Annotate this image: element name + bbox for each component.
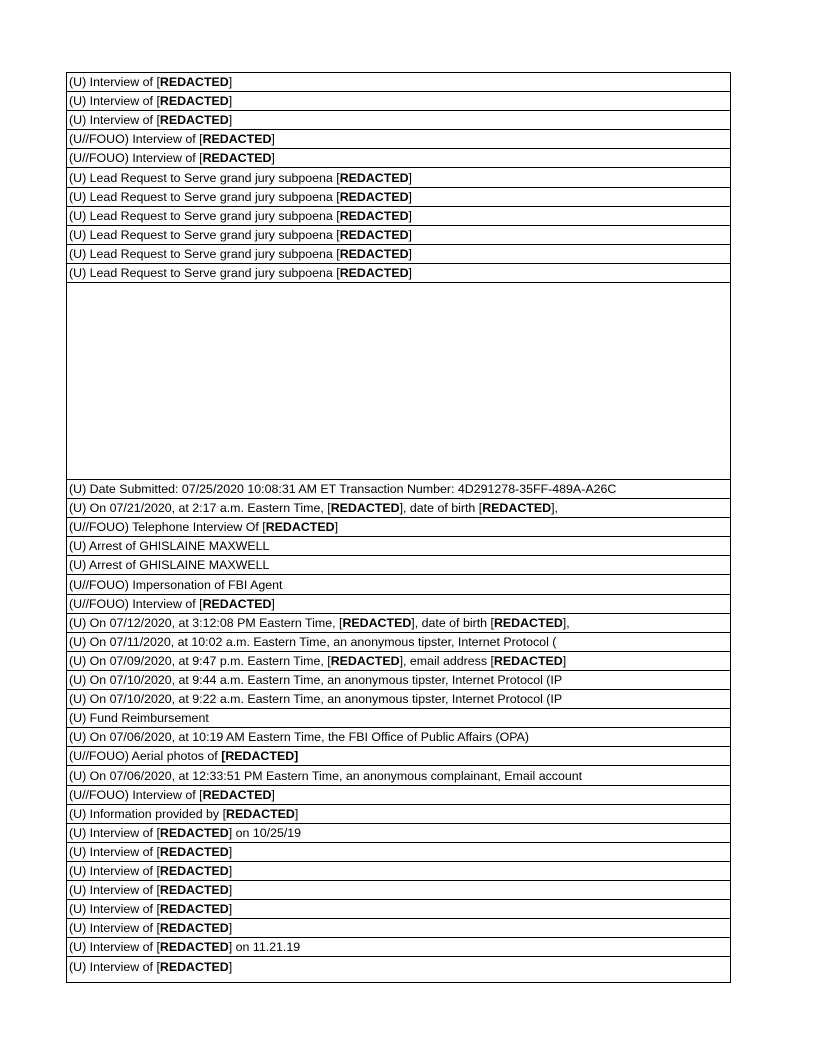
table-row [67, 149, 730, 168]
row-text: ], date of birth [ [411, 615, 494, 630]
redacted-marker: REDACTED [159, 825, 229, 840]
table-row [67, 595, 730, 614]
row-text: (U) Lead Request to Serve grand jury subpoena [ [69, 189, 340, 204]
table-row [67, 690, 730, 709]
row-text: (U) Interview of [ [69, 940, 160, 955]
row-text: ] [228, 959, 233, 974]
row-text: ] [228, 844, 233, 859]
redacted-marker: REDACTED [159, 844, 229, 859]
redacted-marker: REDACTED [493, 653, 563, 668]
redacted-marker: REDACTED [339, 189, 409, 204]
row-text: ], date of birth [ [399, 501, 483, 516]
redacted-marker: REDACTED [159, 940, 229, 955]
redacted-marker: REDACTED [339, 266, 409, 280]
document-table [66, 72, 731, 983]
row-text: ] [408, 266, 412, 280]
redacted-marker: REDACTED [339, 246, 409, 261]
row-text: ] [228, 883, 233, 898]
row-text: ] [271, 132, 275, 147]
table-row [67, 245, 730, 264]
table-row [67, 264, 730, 283]
redacted-marker: REDACTED [202, 596, 272, 611]
redacted-marker: REDACTED [159, 94, 229, 109]
row-text: (U) On 07/12/2020, at 3:12:08 PM Eastern Time, [ [69, 615, 343, 630]
row-text: (U) On 07/10/2020, at 9:44 a.m. Eastern Time, an anonymous tipster, Internet Protocol (IP [69, 673, 563, 687]
row-text: (U) On 07/10/2020, at 9:22 a.m. Eastern Time, an anonymous tipster, Internet Protocol (IP [69, 692, 563, 707]
table-row [67, 207, 730, 226]
row-text: ] [271, 787, 275, 802]
table-row [67, 747, 730, 766]
row-text: ], [551, 501, 558, 516]
table-row [67, 843, 730, 862]
table-row [67, 881, 730, 900]
row-text: ] [228, 864, 233, 878]
row-text: (U) On 07/11/2020, at 10:02 a.m. Eastern Time, an anonymous tipster, Internet Protocol ( [69, 634, 557, 649]
row-text: (U//FOUO) Aerial photos of [69, 749, 222, 764]
row-text: (U//FOUO) Interview of [ [69, 787, 203, 802]
row-text: (U) Interview of [ [69, 844, 160, 859]
row-text: (U) Lead Request to Serve grand jury subpoena [ [69, 246, 340, 261]
row-text: (U) Interview of [ [69, 921, 160, 936]
row-text: (U) On 07/06/2020, at 10:19 AM Eastern Time, the FBI Office of Public Affairs (OPA) [69, 730, 530, 745]
table-row [67, 188, 730, 207]
table-row [67, 900, 730, 919]
redacted-marker: REDACTED [202, 787, 272, 802]
table-row [67, 111, 730, 130]
redacted-marker: REDACTED [159, 864, 229, 878]
row-text: ] [408, 208, 412, 223]
table-row [67, 709, 730, 728]
row-text: ] [408, 227, 412, 242]
row-text: (U) On 07/21/2020, at 2:17 a.m. Eastern Time, [ [69, 501, 331, 516]
redacted-marker: REDACTED [159, 883, 229, 898]
row-text: ] [408, 170, 412, 185]
table-row [67, 919, 730, 938]
row-text: (U) Interview of [ [69, 75, 160, 89]
redacted-marker: REDACTED [265, 520, 335, 535]
redacted-marker: REDACTED [159, 902, 229, 917]
redacted-marker: REDACTED [339, 170, 409, 185]
redacted-marker: REDACTED [482, 501, 552, 516]
row-text: (U) Information provided by [ [69, 806, 227, 821]
table-row [67, 767, 730, 786]
row-text: (U//FOUO) Impersonation of FBI Agent [69, 577, 283, 592]
row-text: (U) Interview of [ [69, 94, 160, 109]
row-text: (U) Interview of [ [69, 825, 160, 840]
table-row [67, 130, 730, 149]
row-text: ] [271, 151, 275, 166]
table-row [67, 633, 730, 652]
blank-row [67, 283, 730, 480]
table-row [67, 958, 730, 977]
row-text: (U) Arrest of GHISLAINE MAXWELL [69, 539, 270, 554]
table-row [67, 556, 730, 575]
table-row [67, 728, 730, 747]
redacted-marker: REDACTED [159, 921, 229, 936]
table-row [67, 73, 730, 92]
table-row [67, 671, 730, 690]
redacted-marker: REDACTED [339, 227, 409, 242]
row-text: (U) Interview of [ [69, 113, 160, 128]
row-text: ] [228, 921, 233, 936]
row-text: (U//FOUO) Interview of [ [69, 596, 203, 611]
table-row [67, 169, 730, 188]
row-text: (U) Interview of [ [69, 902, 160, 917]
row-text: (U) Lead Request to Serve grand jury subpoena [ [69, 208, 340, 223]
row-text: ] [408, 246, 412, 261]
table-row [67, 786, 730, 805]
row-text: (U//FOUO) Telephone Interview Of [ [69, 520, 266, 535]
row-text: (U) On 07/09/2020, at 9:47 p.m. Eastern Time, [ [69, 653, 331, 668]
table-row [67, 614, 730, 633]
redacted-marker: REDACTED [339, 208, 409, 223]
redacted-marker: REDACTED [202, 151, 272, 166]
redacted-marker: REDACTED [159, 959, 229, 974]
table-row [67, 824, 730, 843]
row-text: (U) Date Submitted: 07/25/2020 10:08:31 AM ET Transaction Number: 4D291278-35FF-489A-A26C [69, 482, 617, 496]
redacted-marker: REDACTED [202, 132, 272, 147]
row-text: ] [271, 596, 275, 611]
redacted-marker: REDACTED [226, 806, 295, 821]
row-text: ] on 11.21.19 [228, 940, 301, 955]
row-text: ] [228, 902, 233, 917]
row-text: (U) Lead Request to Serve grand jury subpoena [ [69, 266, 340, 280]
row-text: ] [562, 653, 567, 668]
row-text: ] [408, 189, 412, 204]
row-text: (U) Interview of [ [69, 959, 160, 974]
redacted-marker: REDACTED [330, 501, 400, 516]
row-text: (U) Fund Reimbursement [69, 711, 209, 726]
row-text: (U) On 07/06/2020, at 12:33:51 PM Eastern Time, an anonymous complainant, Email account [69, 768, 583, 783]
row-text: ] on 10/25/19 [228, 825, 302, 840]
row-text: ] [294, 806, 299, 821]
table-row [67, 518, 730, 537]
redacted-marker: REDACTED [159, 75, 229, 89]
redacted-marker: REDACTED [342, 615, 412, 630]
table-row [67, 92, 730, 111]
redacted-marker: [REDACTED] [221, 749, 299, 764]
table-row [67, 576, 730, 595]
row-text: ], [562, 615, 570, 630]
row-text: (U) Lead Request to Serve grand jury subpoena [ [69, 170, 340, 185]
table-row [67, 652, 730, 671]
row-text: ] [228, 94, 233, 109]
row-text: ] [228, 75, 233, 89]
table-row [67, 537, 730, 556]
table-row [67, 226, 730, 245]
table-row [67, 499, 730, 518]
table-row [67, 480, 730, 499]
table-row [67, 805, 730, 824]
redacted-marker: REDACTED [493, 615, 563, 630]
row-text: (U) Arrest of GHISLAINE MAXWELL [69, 558, 270, 573]
table-row [67, 862, 730, 881]
row-text: ] [228, 113, 233, 128]
row-text: ] [334, 520, 339, 535]
row-text: (U//FOUO) Interview of [ [69, 132, 203, 147]
row-text: (U//FOUO) Interview of [ [69, 151, 203, 166]
table-row [67, 938, 730, 957]
redacted-marker: REDACTED [330, 653, 400, 668]
row-text: ], email address [ [399, 653, 494, 668]
row-text: (U) Interview of [ [69, 883, 160, 898]
row-text: (U) Lead Request to Serve grand jury subpoena [ [69, 227, 340, 242]
row-text: (U) Interview of [ [69, 864, 160, 878]
redacted-marker: REDACTED [159, 113, 229, 128]
